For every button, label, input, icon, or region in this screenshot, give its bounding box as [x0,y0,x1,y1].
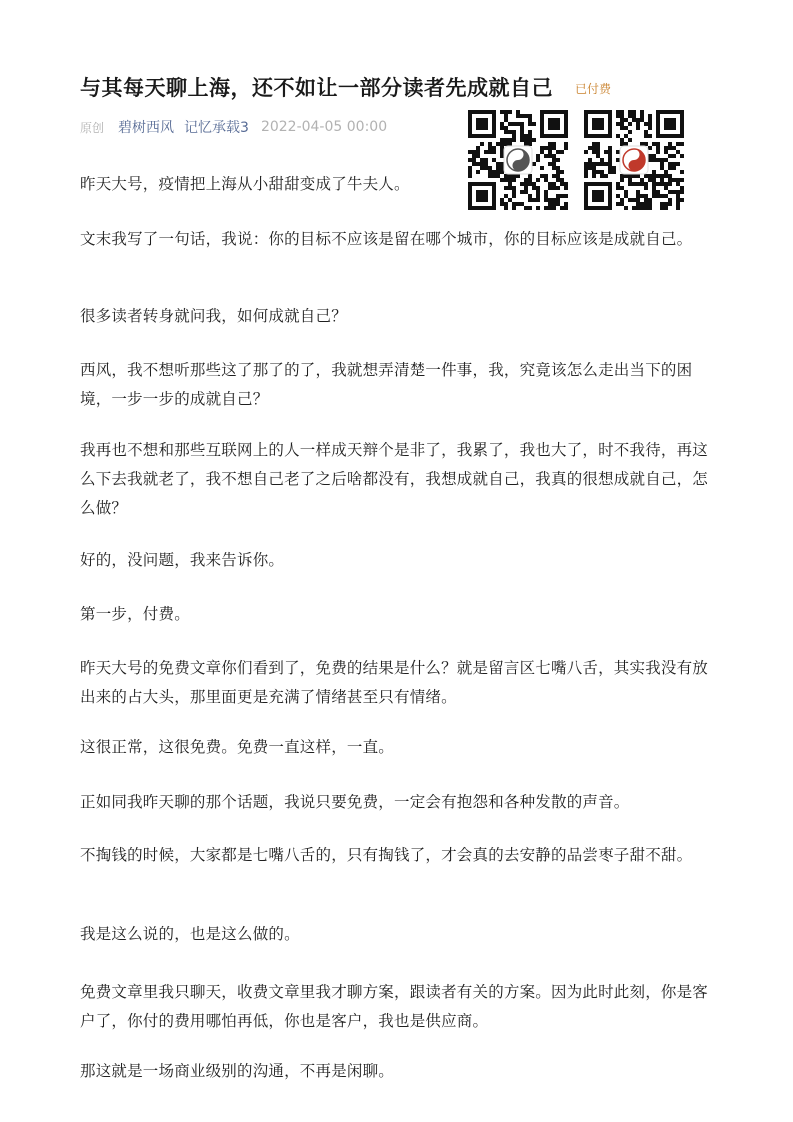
paragraph: 我再也不想和那些互联网上的人一样成天辩个是非了，我累了，我也大了，时不我待，再这么下去我就老了，我不想自己老了之后啥都没有，我想成就自己，我真的很想成就自己，怎么做？ [80,441,709,517]
article-meta [80,117,387,137]
paragraph: 免费文章里我只聊天，收费文章里我才聊方案，跟读者有关的方案。因为此时此刻，你是客户了，你付的费用哪怕再低，你也是客户，我也是供应商。 [80,983,709,1030]
paragraph: 西风，我不想听那些这了那了的了，我就想弄清楚一件事，我，究竟该怎么走出当下的困境，一步一步的成就自己？ [80,361,693,408]
publish-date: 2022-04-05 00:00 [260,119,388,135]
title-row [80,72,611,102]
paragraph: 那这就是一场商业级别的沟通，不再是闲聊。 [80,1062,395,1080]
account-name-link[interactable]: 碧树西风 [118,120,175,136]
original-label: 原创 [80,120,105,135]
paragraph: 不掏钱的时候，大家都是七嘴八舌的，只有掏钱了，才会真的去安静的品尝枣子甜不甜。 [80,846,693,864]
paragraph: 昨天大号的免费文章你们看到了，免费的结果是什么？就是留言区七嘴八舌，其实我没有放出来的占大头，那里面更是充满了情绪甚至只有情绪。 [80,659,709,706]
paid-badge: 已付费 [575,81,612,96]
paragraph: 好的，没问题，我来告诉你。 [80,551,285,569]
paragraph: 正如同我昨天聊的那个话题，我说只要免费，一定会有抱怨和各种发散的声音。 [80,793,630,811]
paragraph: 文末我写了一句话，我说：你的目标不应该是留在哪个城市，你的目标应该是成就自己。 [80,230,693,248]
article-title: 与其每天聊上海，还不如让一部分读者先成就自己 [80,76,553,100]
paragraph: 很多读者转身就问我，如何成就自己？ [80,307,347,325]
paragraph: 我是这么说的，也是这么做的。 [80,925,300,943]
paragraph: 第一步，付费。 [80,605,190,623]
author-name: 记忆承载3 [184,120,249,136]
paragraph: 这很正常，这很免费。免费一直这样，一直。 [80,738,395,756]
paragraph: 昨天大号，疫情把上海从小甜甜变成了牛夫人。 [80,175,410,193]
